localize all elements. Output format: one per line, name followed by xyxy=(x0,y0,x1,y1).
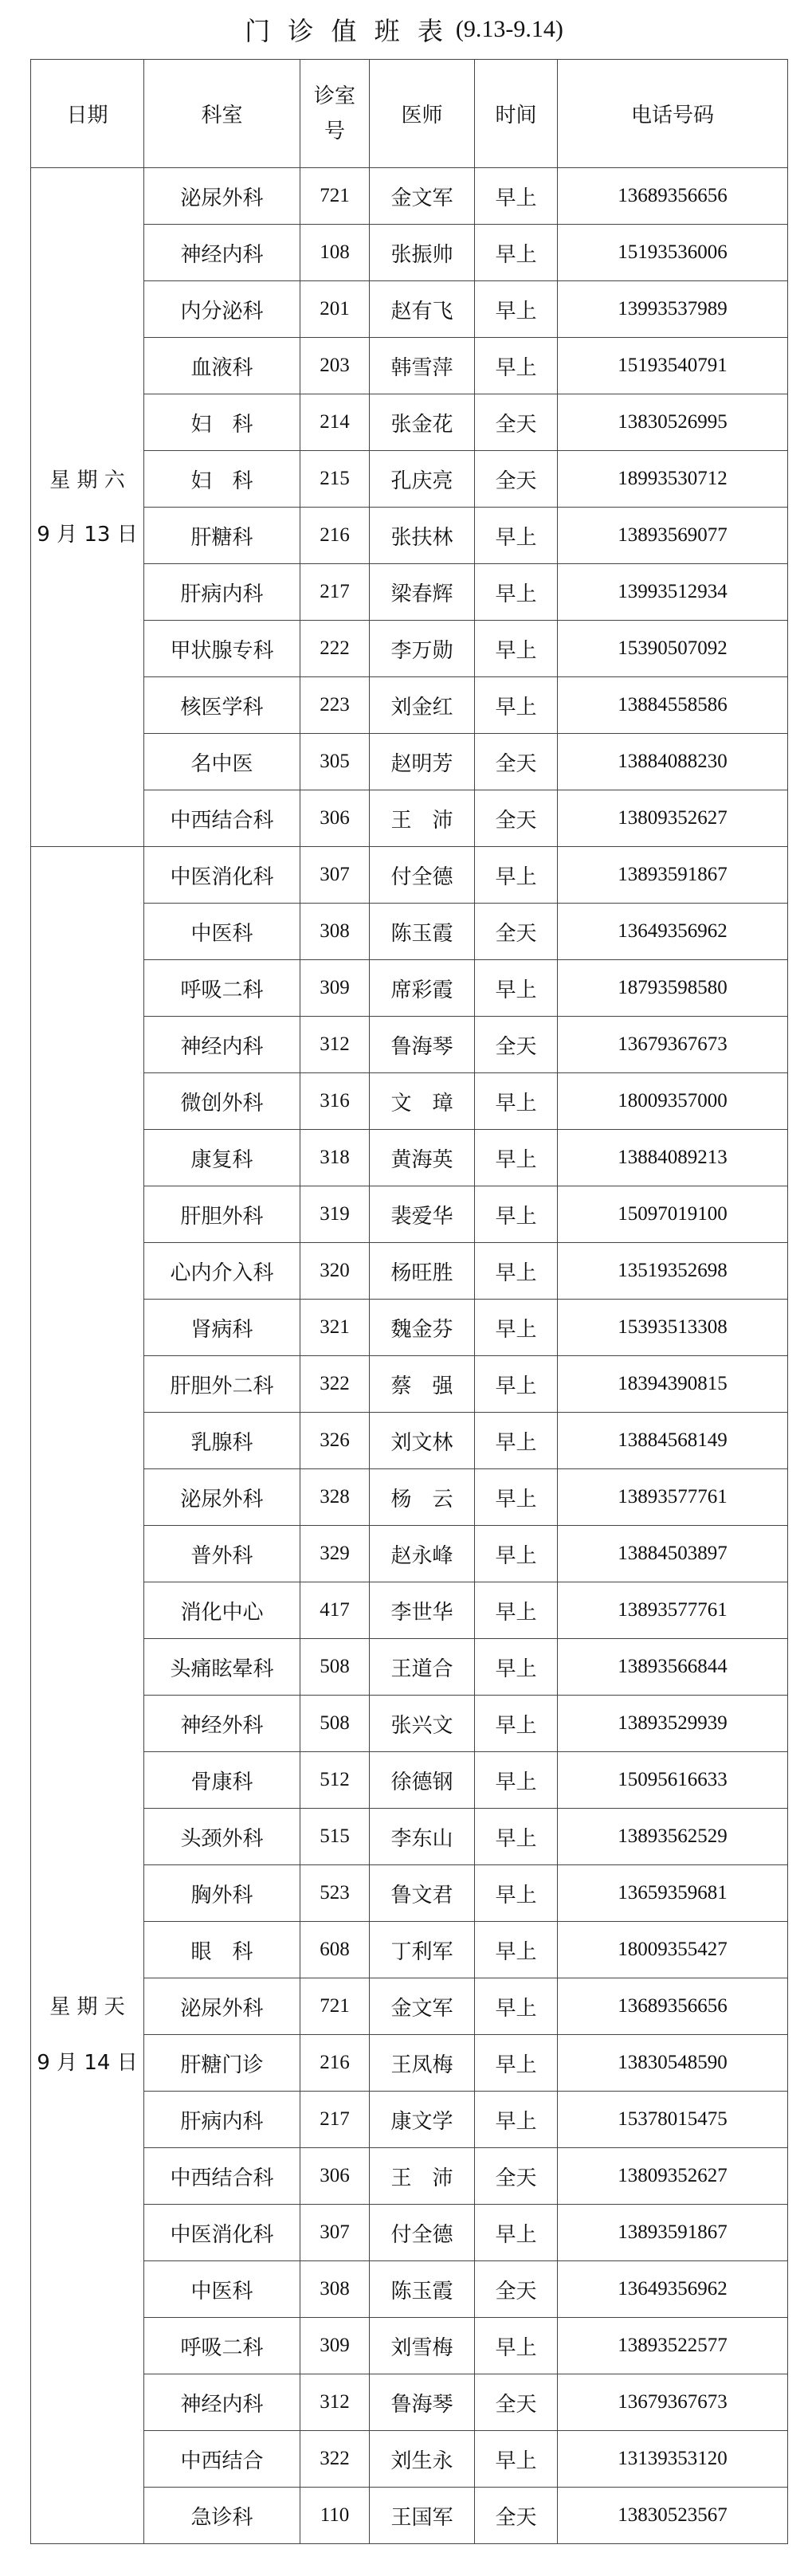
dept-cell: 神经外科 xyxy=(144,1696,300,1752)
header-room-text: 诊室号 xyxy=(313,84,355,143)
table-row xyxy=(31,451,788,508)
phone-cell: 13893522577 xyxy=(558,2318,788,2374)
time-cell: 早上 xyxy=(475,2318,558,2374)
doctor-cell: 李万勋 xyxy=(370,621,475,677)
room-cell: 329 xyxy=(300,1526,370,1582)
doctor-cell: 裴爱华 xyxy=(370,1186,475,1243)
phone-cell: 13884503897 xyxy=(558,1526,788,1582)
doctor-cell: 丁利军 xyxy=(370,1922,475,1978)
table-row xyxy=(31,2431,788,2488)
phone-cell: 13993512934 xyxy=(558,564,788,621)
time-cell: 早上 xyxy=(475,1073,558,1130)
doctor-cell: 赵永峰 xyxy=(370,1526,475,1582)
dept-cell: 中医科 xyxy=(144,904,300,960)
room-cell: 322 xyxy=(300,1356,370,1413)
time-cell: 早上 xyxy=(475,1865,558,1922)
phone-cell: 15095616633 xyxy=(558,1752,788,1809)
phone-cell: 13884568149 xyxy=(558,1413,788,1469)
doctor-cell: 王凤梅 xyxy=(370,2035,475,2092)
table-row xyxy=(31,734,788,790)
phone-cell: 13649356962 xyxy=(558,904,788,960)
phone-cell: 13830548590 xyxy=(558,2035,788,2092)
doctor-cell: 付全德 xyxy=(370,847,475,904)
time-cell: 全天 xyxy=(475,904,558,960)
table-row xyxy=(31,1130,788,1186)
doctor-cell: 李东山 xyxy=(370,1809,475,1865)
table-row xyxy=(31,508,788,564)
table-row xyxy=(31,2261,788,2318)
phone-cell: 13649356962 xyxy=(558,2261,788,2318)
table-row xyxy=(31,677,788,734)
phone-cell: 13689356656 xyxy=(558,168,788,225)
dept-cell: 胸外科 xyxy=(144,1865,300,1922)
dept-cell: 中医科 xyxy=(144,2261,300,2318)
phone-cell: 15097019100 xyxy=(558,1186,788,1243)
phone-cell: 18009355427 xyxy=(558,1922,788,1978)
room-cell: 307 xyxy=(300,847,370,904)
table-row xyxy=(31,1413,788,1469)
doctor-cell: 魏金芬 xyxy=(370,1300,475,1356)
room-cell: 306 xyxy=(300,790,370,847)
table-row xyxy=(31,1073,788,1130)
dept-cell: 妇 科 xyxy=(144,394,300,451)
room-cell: 321 xyxy=(300,1300,370,1356)
doctor-cell: 韩雪萍 xyxy=(370,338,475,394)
doctor-cell: 张扶林 xyxy=(370,508,475,564)
room-cell: 721 xyxy=(300,168,370,225)
dept-cell: 中医消化科 xyxy=(144,2205,300,2261)
dept-cell: 肝糖门诊 xyxy=(144,2035,300,2092)
doctor-cell: 王 沛 xyxy=(370,2148,475,2205)
table-row xyxy=(31,1243,788,1300)
room-cell: 608 xyxy=(300,1922,370,1978)
table-row xyxy=(31,394,788,451)
phone-cell: 15393513308 xyxy=(558,1300,788,1356)
dept-cell: 消化中心 xyxy=(144,1582,300,1639)
phone-cell: 13884088230 xyxy=(558,734,788,790)
dept-cell: 肝胆外二科 xyxy=(144,1356,300,1413)
room-cell: 223 xyxy=(300,677,370,734)
room-cell: 326 xyxy=(300,1413,370,1469)
dept-cell: 中西结合 xyxy=(144,2431,300,2488)
time-cell: 早上 xyxy=(475,1696,558,1752)
doctor-cell: 杨 云 xyxy=(370,1469,475,1526)
phone-cell: 13830526995 xyxy=(558,394,788,451)
phone-cell: 13659359681 xyxy=(558,1865,788,1922)
dept-cell: 内分泌科 xyxy=(144,281,300,338)
phone-cell: 13679367673 xyxy=(558,1017,788,1073)
doctor-cell: 王国军 xyxy=(370,2488,475,2544)
room-cell: 216 xyxy=(300,508,370,564)
room-cell: 312 xyxy=(300,2374,370,2431)
phone-cell: 13884558586 xyxy=(558,677,788,734)
dept-cell: 中西结合科 xyxy=(144,790,300,847)
dept-cell: 肝病内科 xyxy=(144,564,300,621)
phone-cell: 15193536006 xyxy=(558,225,788,281)
phone-cell: 13809352627 xyxy=(558,790,788,847)
doctor-cell: 刘文林 xyxy=(370,1413,475,1469)
room-cell: 508 xyxy=(300,1696,370,1752)
table-row xyxy=(31,904,788,960)
dept-cell: 神经内科 xyxy=(144,1017,300,1073)
date-weekday: 星 期 天 xyxy=(49,1994,125,2019)
table-row xyxy=(31,2092,788,2148)
time-cell: 早上 xyxy=(475,1300,558,1356)
room-cell: 512 xyxy=(300,1752,370,1809)
room-cell: 201 xyxy=(300,281,370,338)
doctor-cell: 刘生永 xyxy=(370,2431,475,2488)
doctor-cell: 席彩霞 xyxy=(370,960,475,1017)
doctor-cell: 梁春辉 xyxy=(370,564,475,621)
dept-cell: 眼 科 xyxy=(144,1922,300,1978)
doctor-cell: 文 璋 xyxy=(370,1073,475,1130)
phone-cell: 13893591867 xyxy=(558,2205,788,2261)
room-cell: 417 xyxy=(300,1582,370,1639)
time-cell: 早上 xyxy=(475,168,558,225)
time-cell: 早上 xyxy=(475,1639,558,1696)
table-row xyxy=(31,564,788,621)
dept-cell: 泌尿外科 xyxy=(144,1469,300,1526)
phone-cell: 13893562529 xyxy=(558,1809,788,1865)
doctor-cell: 刘雪梅 xyxy=(370,2318,475,2374)
time-cell: 早上 xyxy=(475,564,558,621)
table-row xyxy=(31,847,788,904)
room-cell: 222 xyxy=(300,621,370,677)
doctor-cell: 蔡 强 xyxy=(370,1356,475,1413)
date-weekday: 星 期 六 xyxy=(49,468,125,492)
time-cell: 早上 xyxy=(475,1243,558,1300)
dept-cell: 血液科 xyxy=(144,338,300,394)
time-cell: 全天 xyxy=(475,394,558,451)
room-cell: 216 xyxy=(300,2035,370,2092)
time-cell: 早上 xyxy=(475,1526,558,1582)
dept-cell: 神经内科 xyxy=(144,2374,300,2431)
table-row xyxy=(31,1978,788,2035)
room-cell: 307 xyxy=(300,2205,370,2261)
doctor-cell: 张金花 xyxy=(370,394,475,451)
time-cell: 全天 xyxy=(475,734,558,790)
dept-cell: 中医消化科 xyxy=(144,847,300,904)
doctor-cell: 金文军 xyxy=(370,1978,475,2035)
phone-cell: 18793598580 xyxy=(558,960,788,1017)
phone-cell: 13139353120 xyxy=(558,2431,788,2488)
dept-cell: 急诊科 xyxy=(144,2488,300,2544)
dept-cell: 泌尿外科 xyxy=(144,168,300,225)
time-cell: 早上 xyxy=(475,2035,558,2092)
dept-cell: 神经内科 xyxy=(144,225,300,281)
dept-cell: 肝病内科 xyxy=(144,2092,300,2148)
room-cell: 312 xyxy=(300,1017,370,1073)
room-cell: 217 xyxy=(300,564,370,621)
doctor-cell: 陈玉霞 xyxy=(370,904,475,960)
header-row xyxy=(31,60,788,168)
phone-cell: 13830523567 xyxy=(558,2488,788,2544)
table-body xyxy=(31,168,788,2544)
table-row xyxy=(31,1809,788,1865)
time-cell: 早上 xyxy=(475,960,558,1017)
time-cell: 早上 xyxy=(475,338,558,394)
date-day: 9 月 13 日 xyxy=(37,522,138,547)
table-row xyxy=(31,1356,788,1413)
table-row xyxy=(31,1526,788,1582)
time-cell: 早上 xyxy=(475,2431,558,2488)
doctor-cell: 鲁海琴 xyxy=(370,2374,475,2431)
dept-cell: 心内介入科 xyxy=(144,1243,300,1300)
room-cell: 108 xyxy=(300,225,370,281)
date-cell-sunday xyxy=(31,1978,144,2092)
table-row xyxy=(31,1582,788,1639)
time-cell: 全天 xyxy=(475,2374,558,2431)
time-cell: 早上 xyxy=(475,508,558,564)
table-row xyxy=(31,2318,788,2374)
table-row xyxy=(31,790,788,847)
table-row xyxy=(31,2035,788,2092)
room-cell: 309 xyxy=(300,960,370,1017)
dept-cell: 呼吸二科 xyxy=(144,2318,300,2374)
duty-table xyxy=(30,59,788,2544)
doctor-cell: 杨旺胜 xyxy=(370,1243,475,1300)
time-cell: 全天 xyxy=(475,2261,558,2318)
table-row xyxy=(31,621,788,677)
title-text: 门 诊 值 班 表 xyxy=(245,16,448,46)
dept-cell: 微创外科 xyxy=(144,1073,300,1130)
room-cell: 318 xyxy=(300,1130,370,1186)
room-cell: 523 xyxy=(300,1865,370,1922)
doctor-cell: 鲁海琴 xyxy=(370,1017,475,1073)
room-cell: 320 xyxy=(300,1243,370,1300)
time-cell: 早上 xyxy=(475,225,558,281)
phone-cell: 15193540791 xyxy=(558,338,788,394)
room-cell: 308 xyxy=(300,2261,370,2318)
room-cell: 308 xyxy=(300,904,370,960)
dept-cell: 头痛眩晕科 xyxy=(144,1639,300,1696)
phone-cell: 13893529939 xyxy=(558,1696,788,1752)
header-phone: 电话号码 xyxy=(558,60,788,168)
room-cell: 306 xyxy=(300,2148,370,2205)
room-cell: 214 xyxy=(300,394,370,451)
doctor-cell: 刘金红 xyxy=(370,677,475,734)
time-cell: 早上 xyxy=(475,1186,558,1243)
room-cell: 203 xyxy=(300,338,370,394)
table-row xyxy=(31,1017,788,1073)
phone-cell: 18993530712 xyxy=(558,451,788,508)
doctor-cell: 王 沛 xyxy=(370,790,475,847)
time-cell: 早上 xyxy=(475,1356,558,1413)
table-row xyxy=(31,960,788,1017)
room-cell: 215 xyxy=(300,451,370,508)
dept-cell: 肝糖科 xyxy=(144,508,300,564)
time-cell: 全天 xyxy=(475,451,558,508)
dept-cell: 普外科 xyxy=(144,1526,300,1582)
phone-cell: 15390507092 xyxy=(558,621,788,677)
time-cell: 早上 xyxy=(475,1922,558,1978)
doctor-cell: 付全德 xyxy=(370,2205,475,2261)
dept-cell: 中西结合科 xyxy=(144,2148,300,2205)
doctor-cell: 鲁文君 xyxy=(370,1865,475,1922)
time-cell: 早上 xyxy=(475,677,558,734)
time-cell: 全天 xyxy=(475,2488,558,2544)
time-cell: 早上 xyxy=(475,1469,558,1526)
phone-cell: 13809352627 xyxy=(558,2148,788,2205)
table-row xyxy=(31,1639,788,1696)
time-cell: 早上 xyxy=(475,1752,558,1809)
page-title xyxy=(0,0,808,59)
time-cell: 全天 xyxy=(475,1017,558,1073)
time-cell: 早上 xyxy=(475,1582,558,1639)
dept-cell: 呼吸二科 xyxy=(144,960,300,1017)
time-cell: 全天 xyxy=(475,2148,558,2205)
room-cell: 110 xyxy=(300,2488,370,2544)
doctor-cell: 张振帅 xyxy=(370,225,475,281)
table-row xyxy=(31,1865,788,1922)
time-cell: 早上 xyxy=(475,1413,558,1469)
phone-cell: 13679367673 xyxy=(558,2374,788,2431)
dept-cell: 乳腺科 xyxy=(144,1413,300,1469)
header-dept: 科室 xyxy=(144,60,300,168)
dept-cell: 肝胆外科 xyxy=(144,1186,300,1243)
time-cell: 早上 xyxy=(475,2205,558,2261)
date-day: 9 月 14 日 xyxy=(37,2050,138,2075)
header-room xyxy=(300,60,370,168)
room-cell: 322 xyxy=(300,2431,370,2488)
dept-cell: 骨康科 xyxy=(144,1752,300,1809)
phone-cell: 13893577761 xyxy=(558,1582,788,1639)
table-row xyxy=(31,225,788,281)
phone-cell: 15378015475 xyxy=(558,2092,788,2148)
phone-cell: 13519352698 xyxy=(558,1243,788,1300)
room-cell: 515 xyxy=(300,1809,370,1865)
date-cell-saturday xyxy=(31,168,144,847)
phone-cell: 13893577761 xyxy=(558,1469,788,1526)
table-row xyxy=(31,168,788,225)
dept-cell: 泌尿外科 xyxy=(144,1978,300,2035)
time-cell: 全天 xyxy=(475,790,558,847)
table-row xyxy=(31,1186,788,1243)
dept-cell: 甲状腺专科 xyxy=(144,621,300,677)
table-row xyxy=(31,1922,788,1978)
phone-cell: 13689356656 xyxy=(558,1978,788,2035)
doctor-cell: 黄海英 xyxy=(370,1130,475,1186)
room-cell: 508 xyxy=(300,1639,370,1696)
title-date-range: (9.13-9.14) xyxy=(455,16,563,42)
doctor-cell: 李世华 xyxy=(370,1582,475,1639)
table-row xyxy=(31,2205,788,2261)
table-row xyxy=(31,1696,788,1752)
header-date: 日期 xyxy=(31,60,144,168)
room-cell: 319 xyxy=(300,1186,370,1243)
room-cell: 328 xyxy=(300,1469,370,1526)
phone-cell: 13884089213 xyxy=(558,1130,788,1186)
dept-cell: 妇 科 xyxy=(144,451,300,508)
dept-cell: 头颈外科 xyxy=(144,1809,300,1865)
phone-cell: 13893591867 xyxy=(558,847,788,904)
time-cell: 早上 xyxy=(475,1809,558,1865)
dept-cell: 康复科 xyxy=(144,1130,300,1186)
time-cell: 早上 xyxy=(475,621,558,677)
phone-cell: 18394390815 xyxy=(558,1356,788,1413)
table-row xyxy=(31,281,788,338)
dept-cell: 肾病科 xyxy=(144,1300,300,1356)
doctor-cell: 赵有飞 xyxy=(370,281,475,338)
doctor-cell: 张兴文 xyxy=(370,1696,475,1752)
table-row xyxy=(31,1469,788,1526)
doctor-cell: 陈玉霞 xyxy=(370,2261,475,2318)
doctor-cell: 孔庆亮 xyxy=(370,451,475,508)
room-cell: 309 xyxy=(300,2318,370,2374)
date-cell-blank xyxy=(31,847,144,1978)
phone-cell: 13893566844 xyxy=(558,1639,788,1696)
dept-cell: 核医学科 xyxy=(144,677,300,734)
time-cell: 早上 xyxy=(475,1978,558,2035)
room-cell: 721 xyxy=(300,1978,370,2035)
room-cell: 217 xyxy=(300,2092,370,2148)
table-row xyxy=(31,2488,788,2544)
doctor-cell: 王道合 xyxy=(370,1639,475,1696)
table-row xyxy=(31,2374,788,2431)
doctor-cell: 徐德钢 xyxy=(370,1752,475,1809)
time-cell: 早上 xyxy=(475,1130,558,1186)
table-row xyxy=(31,2148,788,2205)
time-cell: 早上 xyxy=(475,847,558,904)
table-row xyxy=(31,1752,788,1809)
table-row xyxy=(31,1300,788,1356)
table-row xyxy=(31,338,788,394)
date-cell-blank xyxy=(31,2092,144,2544)
time-cell: 早上 xyxy=(475,281,558,338)
header-doctor: 医师 xyxy=(370,60,475,168)
doctor-cell: 金文军 xyxy=(370,168,475,225)
phone-cell: 13993537989 xyxy=(558,281,788,338)
dept-cell: 名中医 xyxy=(144,734,300,790)
room-cell: 316 xyxy=(300,1073,370,1130)
doctor-cell: 康文学 xyxy=(370,2092,475,2148)
room-cell: 305 xyxy=(300,734,370,790)
time-cell: 早上 xyxy=(475,2092,558,2148)
phone-cell: 18009357000 xyxy=(558,1073,788,1130)
phone-cell: 13893569077 xyxy=(558,508,788,564)
doctor-cell: 赵明芳 xyxy=(370,734,475,790)
header-time: 时间 xyxy=(475,60,558,168)
